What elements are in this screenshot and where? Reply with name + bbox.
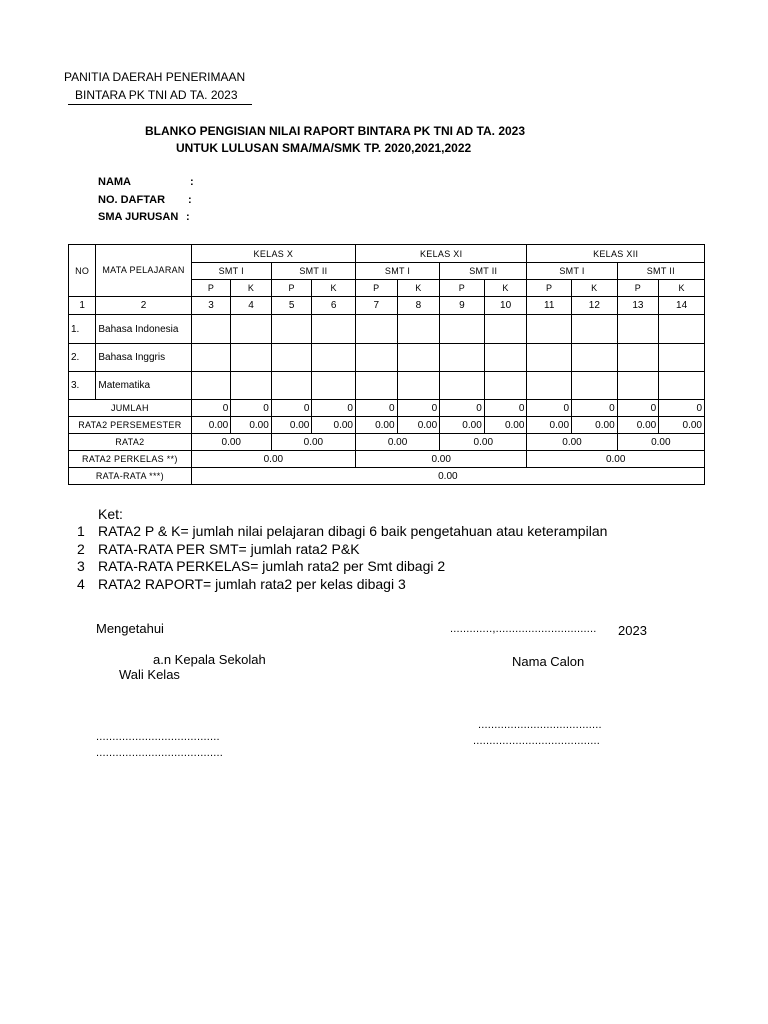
note-text: RATA2 RAPORT= jumlah rata2 per kelas dibagi 3: [98, 576, 406, 592]
index-cell: 11: [527, 297, 572, 315]
rata2-value: 0.00: [527, 434, 617, 451]
grade-cell[interactable]: [527, 372, 572, 400]
jumlah-value: 0: [440, 400, 485, 417]
persemester-value: 0.00: [440, 417, 485, 434]
grade-cell[interactable]: [659, 344, 705, 372]
index-cell: 8: [397, 297, 440, 315]
grade-cell[interactable]: [191, 372, 231, 400]
subject-no: 3.: [69, 372, 96, 400]
index-cell: 6: [312, 297, 356, 315]
persemester-value: 0.00: [572, 417, 618, 434]
pk-header: P: [527, 280, 572, 297]
pk-header: K: [397, 280, 440, 297]
field-no-daftar-label: NO. DAFTAR: [98, 194, 166, 206]
perkelas-value: 0.00: [527, 451, 705, 468]
signature-line-calon: ......................................: [478, 719, 602, 731]
smt-header: SMT II: [271, 263, 355, 280]
committee-name-line2: BINTARA PK TNI AD TA. 2023: [75, 88, 238, 102]
smt-header: SMT I: [355, 263, 439, 280]
pk-header: K: [231, 280, 272, 297]
rata2-value: 0.00: [617, 434, 704, 451]
grade-cell[interactable]: [484, 315, 527, 344]
note-text: RATA2 P & K= jumlah nilai pelajaran dibagi 6 baik pengetahuan atau keterampilan: [98, 523, 608, 539]
persemester-label: RATA2 PERSEMESTER: [69, 417, 192, 434]
persemester-value: 0.00: [659, 417, 705, 434]
pk-header: K: [572, 280, 618, 297]
jumlah-label: JUMLAH: [69, 400, 192, 417]
ratarata-label: RATA-RATA ***): [69, 468, 192, 485]
persemester-value: 0.00: [484, 417, 527, 434]
committee-name-line1: PANITIA DAERAH PENERIMAAN: [64, 70, 246, 84]
grade-cell[interactable]: [312, 315, 356, 344]
grade-table: [68, 244, 705, 485]
perkelas-value: 0.00: [191, 451, 355, 468]
persemester-value: 0.00: [355, 417, 397, 434]
grade-cell[interactable]: [484, 372, 527, 400]
mengetahui-label: Mengetahui: [96, 621, 164, 636]
rata2-label: RATA2: [69, 434, 192, 451]
grade-cell[interactable]: [484, 344, 527, 372]
subject-no: 2.: [69, 344, 96, 372]
col-mapel-header: MATA PELAJARAN: [96, 245, 191, 297]
grade-cell[interactable]: [572, 372, 618, 400]
grade-cell[interactable]: [191, 344, 231, 372]
ratarata-row: [69, 468, 705, 485]
jumlah-value: 0: [191, 400, 231, 417]
jumlah-value: 0: [312, 400, 356, 417]
persemester-value: 0.00: [271, 417, 312, 434]
form-subtitle: UNTUK LULUSAN SMA/MA/SMK TP. 2020,2021,2022: [176, 141, 472, 155]
jumlah-value: 0: [572, 400, 618, 417]
grade-cell[interactable]: [231, 315, 272, 344]
persemester-value: 0.00: [617, 417, 659, 434]
grade-cell[interactable]: [617, 315, 659, 344]
grade-cell[interactable]: [397, 344, 440, 372]
note-text: RATA-RATA PERKELAS= jumlah rata2 per Smt dibagi 2: [98, 558, 446, 574]
index-cell: 14: [659, 297, 705, 315]
field-nama-colon: :: [190, 176, 194, 188]
persemester-value: 0.00: [231, 417, 272, 434]
subject-name: Matematika: [96, 372, 191, 400]
index-cell: 5: [271, 297, 312, 315]
persemester-value: 0.00: [191, 417, 231, 434]
jumlah-value: 0: [231, 400, 272, 417]
pk-header: P: [440, 280, 485, 297]
index-cell: 1: [69, 297, 96, 315]
table-header-row: [69, 245, 705, 263]
date-placeholder: .............,...............................: [450, 623, 597, 635]
grade-cell[interactable]: [617, 344, 659, 372]
pk-header: P: [191, 280, 231, 297]
grade-cell[interactable]: [231, 344, 272, 372]
jumlah-row: [69, 400, 705, 417]
index-cell: 4: [231, 297, 272, 315]
grade-cell[interactable]: [191, 315, 231, 344]
subject-name: Bahasa Indonesia: [96, 315, 191, 344]
field-no-daftar-colon: :: [188, 194, 192, 206]
field-nama-label: NAMA: [98, 176, 131, 188]
rata2-row: [69, 434, 705, 451]
rata2-value: 0.00: [271, 434, 355, 451]
subject-name: Bahasa Inggris: [96, 344, 191, 372]
col-no-header: NO: [69, 245, 96, 297]
name-line-wali: .......................................: [96, 747, 223, 759]
grade-cell[interactable]: [355, 344, 397, 372]
form-title: BLANKO PENGISIAN NILAI RAPORT BINTARA PK TNI AD TA. 2023: [145, 124, 526, 138]
perkelas-row: [69, 451, 705, 468]
grade-cell[interactable]: [231, 372, 272, 400]
jumlah-value: 0: [659, 400, 705, 417]
index-cell: 7: [355, 297, 397, 315]
notes-heading: Ket:: [98, 506, 123, 522]
note-number: 1: [77, 523, 85, 539]
name-line-calon: .......................................: [473, 735, 600, 747]
jumlah-value: 0: [617, 400, 659, 417]
subject-row: [69, 344, 705, 372]
jumlah-value: 0: [527, 400, 572, 417]
rata2-value: 0.00: [191, 434, 271, 451]
nama-calon-label: Nama Calon: [512, 654, 585, 669]
grade-cell[interactable]: [271, 372, 312, 400]
grade-cell[interactable]: [572, 344, 618, 372]
grade-cell[interactable]: [271, 315, 312, 344]
pk-header: K: [312, 280, 356, 297]
jumlah-value: 0: [397, 400, 440, 417]
subject-no: 1.: [69, 315, 96, 344]
smt-header: SMT I: [527, 263, 617, 280]
wali-kelas-label: Wali Kelas: [119, 667, 180, 682]
field-jurusan-colon: :: [186, 211, 190, 223]
table-index-row: [69, 297, 705, 315]
field-jurusan-label: SMA JURUSAN: [98, 211, 179, 223]
index-cell: 2: [96, 297, 191, 315]
grade-cell[interactable]: [617, 372, 659, 400]
smt-header: SMT I: [191, 263, 271, 280]
date-year: 2023: [618, 623, 647, 638]
index-cell: 12: [572, 297, 618, 315]
grade-cell[interactable]: [271, 344, 312, 372]
grade-cell[interactable]: [659, 315, 705, 344]
note-number: 3: [77, 558, 85, 574]
rata2-value: 0.00: [355, 434, 439, 451]
index-cell: 3: [191, 297, 231, 315]
pk-header: P: [271, 280, 312, 297]
subject-row: [69, 315, 705, 344]
grade-cell[interactable]: [440, 372, 485, 400]
jumlah-value: 0: [355, 400, 397, 417]
kelas-xi-header: KELAS XI: [355, 245, 526, 263]
grade-cell[interactable]: [355, 372, 397, 400]
grade-cell[interactable]: [397, 315, 440, 344]
index-cell: 13: [617, 297, 659, 315]
index-cell: 9: [440, 297, 485, 315]
grade-cell[interactable]: [659, 372, 705, 400]
grade-cell[interactable]: [312, 344, 356, 372]
rata2-value: 0.00: [440, 434, 527, 451]
grade-cell[interactable]: [527, 315, 572, 344]
pk-header: P: [355, 280, 397, 297]
index-cell: 10: [484, 297, 527, 315]
subject-row: [69, 372, 705, 400]
grade-cell[interactable]: [355, 315, 397, 344]
jumlah-value: 0: [484, 400, 527, 417]
persemester-value: 0.00: [527, 417, 572, 434]
kepala-sekolah-label: a.n Kepala Sekolah: [153, 652, 266, 667]
persemester-value: 0.00: [397, 417, 440, 434]
note-text: RATA-RATA PER SMT= jumlah rata2 P&K: [98, 541, 360, 557]
grade-cell[interactable]: [397, 372, 440, 400]
persemester-row: [69, 417, 705, 434]
smt-header: SMT II: [617, 263, 704, 280]
kelas-xii-header: KELAS XII: [527, 245, 705, 263]
ratarata-value: 0.00: [191, 468, 704, 485]
grade-cell[interactable]: [440, 315, 485, 344]
note-number: 2: [77, 541, 85, 557]
grade-cell[interactable]: [527, 344, 572, 372]
persemester-value: 0.00: [312, 417, 356, 434]
header-divider: [68, 104, 252, 105]
perkelas-value: 0.00: [355, 451, 526, 468]
smt-header: SMT II: [440, 263, 527, 280]
pk-header: K: [659, 280, 705, 297]
grade-cell[interactable]: [440, 344, 485, 372]
note-number: 4: [77, 576, 85, 592]
grade-cell[interactable]: [312, 372, 356, 400]
perkelas-label: RATA2 PERKELAS **): [69, 451, 192, 468]
pk-header: K: [484, 280, 527, 297]
jumlah-value: 0: [271, 400, 312, 417]
pk-header: P: [617, 280, 659, 297]
grade-cell[interactable]: [572, 315, 618, 344]
signature-line-wali: ......................................: [96, 731, 220, 743]
kelas-x-header: KELAS X: [191, 245, 355, 263]
